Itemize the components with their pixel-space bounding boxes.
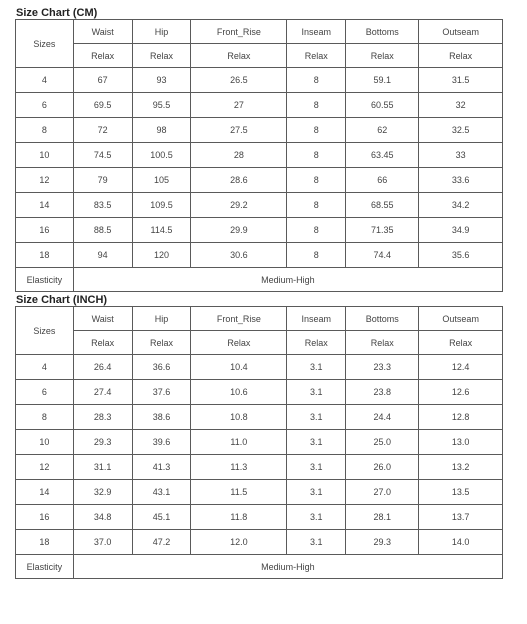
size-cell: 16 [16, 505, 74, 530]
measurement-cell: 32.5 [419, 118, 503, 143]
measurement-cell: 29.2 [191, 193, 287, 218]
column-header: Front_Rise [191, 307, 287, 331]
measurement-cell: 38.6 [132, 405, 191, 430]
measurement-cell: 34.9 [419, 218, 503, 243]
fit-subheader: Relax [419, 44, 503, 68]
measurement-cell: 24.4 [346, 405, 419, 430]
table-row [16, 405, 503, 430]
column-header: Hip [132, 20, 191, 44]
size-chart-inch-table [15, 306, 503, 579]
measurement-cell: 31.1 [73, 455, 132, 480]
elasticity-label: Elasticity [16, 268, 74, 292]
measurement-cell: 10.6 [191, 380, 287, 405]
fit-subheader: Relax [132, 44, 191, 68]
column-header: Waist [73, 307, 132, 331]
measurement-cell: 63.45 [346, 143, 419, 168]
subheader-row [16, 44, 503, 68]
measurement-cell: 69.5 [73, 93, 132, 118]
table-row [16, 143, 503, 168]
measurement-cell: 72 [73, 118, 132, 143]
measurement-cell: 36.6 [132, 355, 191, 380]
measurement-cell: 3.1 [287, 405, 346, 430]
measurement-cell: 45.1 [132, 505, 191, 530]
measurement-cell: 26.4 [73, 355, 132, 380]
column-header: Outseam [419, 20, 503, 44]
size-cell: 4 [16, 68, 74, 93]
measurement-cell: 13.0 [419, 430, 503, 455]
header-row [16, 20, 503, 44]
fit-subheader: Relax [287, 331, 346, 355]
measurement-cell: 29.3 [73, 430, 132, 455]
measurement-cell: 8 [287, 68, 346, 93]
elasticity-value: Medium-High [73, 555, 502, 579]
table-row [16, 505, 503, 530]
column-header: Inseam [287, 20, 346, 44]
measurement-cell: 114.5 [132, 218, 191, 243]
measurement-cell: 12.6 [419, 380, 503, 405]
column-header: Inseam [287, 307, 346, 331]
measurement-cell: 83.5 [73, 193, 132, 218]
size-cell: 18 [16, 243, 74, 268]
size-cell: 10 [16, 430, 74, 455]
size-cell: 6 [16, 380, 74, 405]
measurement-cell: 13.5 [419, 480, 503, 505]
size-cell: 12 [16, 455, 74, 480]
fit-subheader: Relax [419, 331, 503, 355]
measurement-cell: 74.5 [73, 143, 132, 168]
measurement-cell: 31.5 [419, 68, 503, 93]
measurement-cell: 93 [132, 68, 191, 93]
measurement-cell: 37.0 [73, 530, 132, 555]
fit-subheader: Relax [73, 44, 132, 68]
fit-subheader: Relax [132, 331, 191, 355]
size-cell: 18 [16, 530, 74, 555]
measurement-cell: 25.0 [346, 430, 419, 455]
measurement-cell: 120 [132, 243, 191, 268]
size-cell: 4 [16, 355, 74, 380]
measurement-cell: 11.0 [191, 430, 287, 455]
measurement-cell: 29.9 [191, 218, 287, 243]
fit-subheader: Relax [346, 331, 419, 355]
measurement-cell: 27.4 [73, 380, 132, 405]
size-cell: 10 [16, 143, 74, 168]
measurement-cell: 3.1 [287, 380, 346, 405]
table-row [16, 455, 503, 480]
measurement-cell: 3.1 [287, 355, 346, 380]
table-row [16, 168, 503, 193]
sizes-header: Sizes [16, 307, 74, 355]
measurement-cell: 74.4 [346, 243, 419, 268]
measurement-cell: 12.4 [419, 355, 503, 380]
size-chart-cm [15, 7, 503, 292]
fit-subheader: Relax [346, 44, 419, 68]
table-row [16, 480, 503, 505]
elasticity-label: Elasticity [16, 555, 74, 579]
column-header: Bottoms [346, 307, 419, 331]
table-row [16, 530, 503, 555]
subheader-row [16, 331, 503, 355]
table-row [16, 193, 503, 218]
measurement-cell: 32 [419, 93, 503, 118]
measurement-cell: 41.3 [132, 455, 191, 480]
measurement-cell: 8 [287, 193, 346, 218]
measurement-cell: 60.55 [346, 93, 419, 118]
size-chart-inch [15, 294, 503, 579]
column-header: Hip [132, 307, 191, 331]
fit-subheader: Relax [73, 331, 132, 355]
size-cell: 8 [16, 405, 74, 430]
measurement-cell: 8 [287, 93, 346, 118]
measurement-cell: 34.8 [73, 505, 132, 530]
measurement-cell: 37.6 [132, 380, 191, 405]
size-chart-cm-table [15, 19, 503, 292]
measurement-cell: 23.3 [346, 355, 419, 380]
measurement-cell: 98 [132, 118, 191, 143]
measurement-cell: 3.1 [287, 530, 346, 555]
table-row [16, 243, 503, 268]
measurement-cell: 39.6 [132, 430, 191, 455]
measurement-cell: 66 [346, 168, 419, 193]
measurement-cell: 26.5 [191, 68, 287, 93]
measurement-cell: 109.5 [132, 193, 191, 218]
measurement-cell: 3.1 [287, 430, 346, 455]
size-chart-cm-title: Size Chart (CM) [16, 7, 98, 19]
elasticity-row [16, 555, 503, 579]
measurement-cell: 12.0 [191, 530, 287, 555]
size-cell: 12 [16, 168, 74, 193]
fit-subheader: Relax [287, 44, 346, 68]
fit-subheader: Relax [191, 44, 287, 68]
measurement-cell: 100.5 [132, 143, 191, 168]
size-cell: 8 [16, 118, 74, 143]
measurement-cell: 8 [287, 218, 346, 243]
measurement-cell: 13.2 [419, 455, 503, 480]
table-row [16, 218, 503, 243]
measurement-cell: 95.5 [132, 93, 191, 118]
measurement-cell: 32.9 [73, 480, 132, 505]
table-row [16, 118, 503, 143]
measurement-cell: 67 [73, 68, 132, 93]
table-row [16, 380, 503, 405]
measurement-cell: 12.8 [419, 405, 503, 430]
measurement-cell: 47.2 [132, 530, 191, 555]
measurement-cell: 3.1 [287, 480, 346, 505]
measurement-cell: 11.8 [191, 505, 287, 530]
measurement-cell: 28.6 [191, 168, 287, 193]
measurement-cell: 8 [287, 243, 346, 268]
measurement-cell: 3.1 [287, 455, 346, 480]
measurement-cell: 28 [191, 143, 287, 168]
measurement-cell: 11.5 [191, 480, 287, 505]
measurement-cell: 62 [346, 118, 419, 143]
measurement-cell: 59.1 [346, 68, 419, 93]
measurement-cell: 27.0 [346, 480, 419, 505]
measurement-cell: 68.55 [346, 193, 419, 218]
column-header: Waist [73, 20, 132, 44]
size-cell: 6 [16, 93, 74, 118]
size-cell: 16 [16, 218, 74, 243]
measurement-cell: 11.3 [191, 455, 287, 480]
measurement-cell: 13.7 [419, 505, 503, 530]
measurement-cell: 105 [132, 168, 191, 193]
measurement-cell: 88.5 [73, 218, 132, 243]
measurement-cell: 10.4 [191, 355, 287, 380]
size-chart-inch-title: Size Chart (INCH) [16, 294, 108, 306]
measurement-cell: 35.6 [419, 243, 503, 268]
measurement-cell: 94 [73, 243, 132, 268]
elasticity-row [16, 268, 503, 292]
measurement-cell: 26.0 [346, 455, 419, 480]
measurement-cell: 33 [419, 143, 503, 168]
table-row [16, 355, 503, 380]
sizes-header: Sizes [16, 20, 74, 68]
elasticity-value: Medium-High [73, 268, 502, 292]
measurement-cell: 79 [73, 168, 132, 193]
measurement-cell: 29.3 [346, 530, 419, 555]
column-header: Front_Rise [191, 20, 287, 44]
measurement-cell: 34.2 [419, 193, 503, 218]
measurement-cell: 23.8 [346, 380, 419, 405]
size-cell: 14 [16, 193, 74, 218]
table-row [16, 68, 503, 93]
measurement-cell: 27.5 [191, 118, 287, 143]
measurement-cell: 33.6 [419, 168, 503, 193]
measurement-cell: 30.6 [191, 243, 287, 268]
measurement-cell: 8 [287, 168, 346, 193]
table-row [16, 93, 503, 118]
measurement-cell: 14.0 [419, 530, 503, 555]
column-header: Outseam [419, 307, 503, 331]
measurement-cell: 28.3 [73, 405, 132, 430]
measurement-cell: 71.35 [346, 218, 419, 243]
measurement-cell: 27 [191, 93, 287, 118]
measurement-cell: 43.1 [132, 480, 191, 505]
column-header: Bottoms [346, 20, 419, 44]
measurement-cell: 8 [287, 143, 346, 168]
header-row [16, 307, 503, 331]
fit-subheader: Relax [191, 331, 287, 355]
measurement-cell: 3.1 [287, 505, 346, 530]
size-cell: 14 [16, 480, 74, 505]
measurement-cell: 8 [287, 118, 346, 143]
table-row [16, 430, 503, 455]
measurement-cell: 28.1 [346, 505, 419, 530]
measurement-cell: 10.8 [191, 405, 287, 430]
